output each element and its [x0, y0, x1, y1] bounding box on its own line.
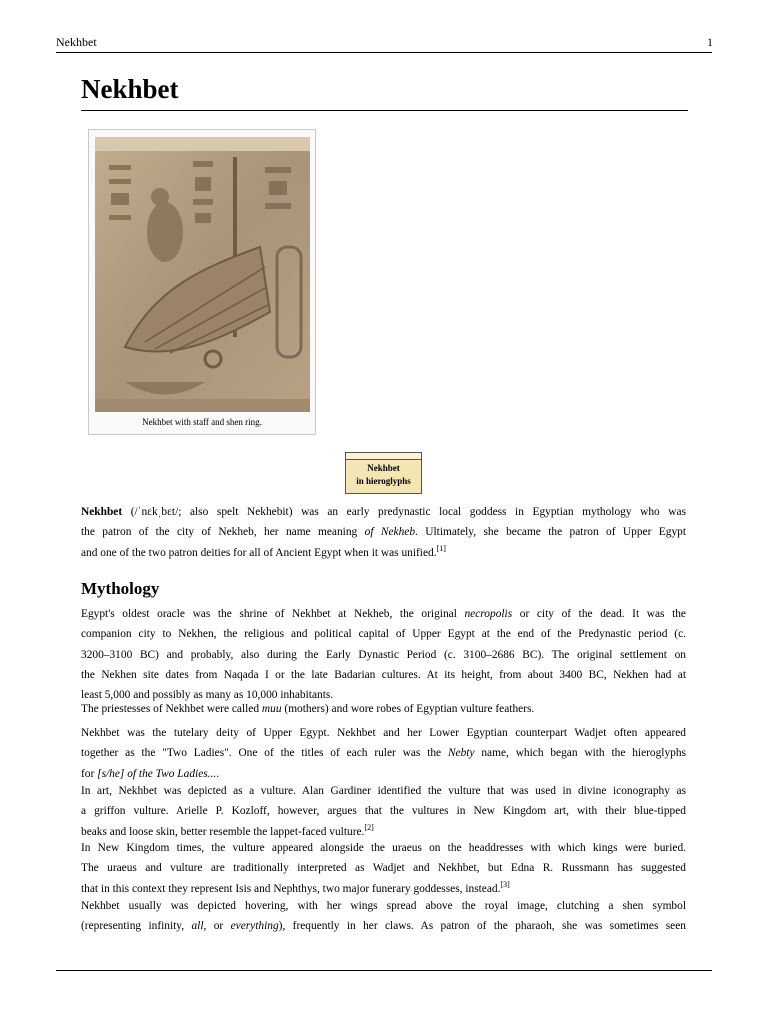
infobox-line-2: in hieroglyphs: [356, 476, 411, 486]
mythology-paragraph-3: Nekhbet was the tutelary deity of Upper Egypt. Nekhbet and her Lower Egyptian counterpart Wadjet often appeared together as the "Two Ladies". One of the titles of each ruler was the Nebty name, which began with the hieroglyphs for [s/he] of the Two Ladies....: [81, 727, 686, 780]
header-rule: [56, 52, 712, 53]
citation-3[interactable]: [3]: [500, 879, 510, 889]
mythology-paragraph-1: Egypt's oldest oracle was the shrine of Nekhbet at Nekheb, the original necropolis or city of the dead. It was the companion city to Nekhen, the religious and political capital of Upper Egypt at the end of the Predynastic period (c. 3200–3100 BC) and probably, also during the Early Dynastic Period (c. 3100–2686 BC). The original settlement on the Nekhen site dates from Naqada I or the late Badarian cultures. At its height, from about 3400 BC, Nekhen had at least 5,000 and possibly as many as 10,000 inhabitants.: [81, 608, 686, 702]
mythology-paragraph-6: Nekhbet usually was depicted hovering, with her wings spread above the royal image, clutching a shen symbol (representing infinity, all, or everything), frequently in her claws. As patron of the pharaoh, she was sometimes seen: [81, 900, 686, 933]
of-nekheb-term: of Nekheb: [364, 526, 416, 539]
title-rule: [81, 110, 688, 111]
intro-name: Nekhbet: [81, 506, 123, 518]
citation-2[interactable]: [2]: [364, 822, 374, 832]
infobox-header-strip: [346, 453, 421, 460]
page-number: 1: [707, 35, 713, 49]
mythology-paragraph-5: In New Kingdom times, the vulture appeared alongside the uraeus on the headdresses with which kings were buried. The uraeus and vulture are traditionally interpreted as Wadjet and Nekhbet, but Edna R. Russmann has suggested that in this context they represent Isis and Nephthys, two major funerary goddesses, instead.[3]: [81, 842, 686, 895]
footer-rule: [56, 970, 712, 971]
infobox-line-1: Nekhbet: [367, 463, 400, 473]
hieroglyph-infobox: [345, 452, 422, 494]
nekhbet-relief-image: [95, 137, 310, 412]
mythology-paragraph-2: The priestesses of Nekhbet were called muu (mothers) and wore robes of Egyptian vulture feathers.: [81, 703, 535, 715]
article-title: Nekhbet: [81, 74, 179, 104]
running-header-title: Nekhbet: [56, 35, 97, 49]
figure-caption: Nekhbet with staff and shen ring.: [142, 417, 262, 427]
section-heading-mythology: Mythology: [81, 579, 160, 598]
figure-frame: [88, 129, 316, 435]
intro-paragraph: Nekhbet (/ˈnɛkˌbɛt/; also spelt Nekhebit) was an early predynastic local goddess in Egyptian mythology who was the patron of the city of Nekheb, her name meaning of Nekheb. Ultimately, she became the patron of Upper Egypt and one of the two patron deities for all of Ancient Egypt when it was unified.[1]: [81, 506, 687, 559]
mythology-paragraph-4: In art, Nekhbet was depicted as a vulture. Alan Gardiner identified the vulture that was used in divine iconography as a griffon vulture. Arielle P. Kozloff, however, argues that the vultures in New Kingdom art, with their blue-tipped beaks and loose skin, better resemble the lappet-faced vulture.[2]: [81, 785, 686, 838]
infobox-label: [346, 460, 421, 488]
citation-1[interactable]: [1]: [436, 543, 446, 553]
